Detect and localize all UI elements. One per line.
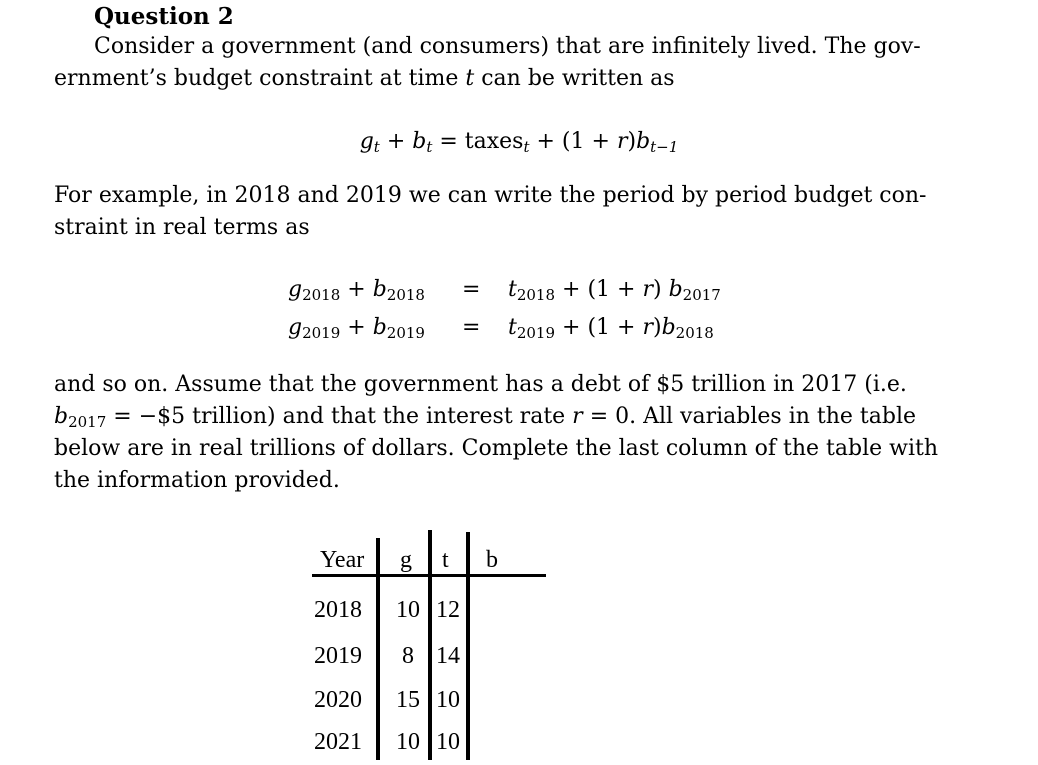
- question-title: Question 2: [94, 3, 234, 30]
- eq-row-2019-equals: =: [462, 315, 481, 340]
- header-g: g: [400, 547, 412, 573]
- eq-row-2019-lhs: $g_{2019} + b_{2019}$: [288, 315, 425, 342]
- table-vline-3: [466, 532, 470, 760]
- eq-row-2018-lhs: $g_{2018} + b_{2018}$: [288, 277, 425, 304]
- assumption-paragraph: [54, 369, 970, 497]
- assumption-line-1: and so on. Assume that the government has a debt of $5 trillion in 2017 (i.e.: [54, 372, 907, 397]
- example-line-2: straint in real terms as: [54, 215, 310, 240]
- intro-paragraph: [54, 31, 970, 95]
- row-2021-t: 10: [436, 729, 460, 755]
- debt-table: [312, 530, 548, 760]
- header-t: t: [442, 547, 449, 573]
- intro-line-1: Consider a government (and consumers) that are infinitely lived. The gov-: [94, 34, 921, 59]
- row-2019-year: 2019: [314, 643, 362, 669]
- example-paragraph: [54, 180, 970, 244]
- row-2020-g: 15: [396, 687, 420, 713]
- row-2018-g: 10: [396, 597, 420, 623]
- row-2018-t: 12: [436, 597, 460, 623]
- row-2020-year: 2020: [314, 687, 362, 713]
- row-2018-year: 2018: [314, 597, 362, 623]
- row-2019-g: 8: [402, 643, 414, 669]
- assumption-line-3: below are in real trillions of dollars. Complete the last column of the table with: [54, 436, 939, 461]
- assumption-line-2: $b_{2017}$ = −$5 trillion) and that the interest rate r = 0. All variables in the table: [54, 404, 917, 431]
- eq-row-2018-rhs: $t_{2018} + (1 + r)$ $b_{2017}$: [508, 277, 721, 304]
- row-2021-g: 10: [396, 729, 420, 755]
- assumption-line-4: the information provided.: [54, 468, 340, 493]
- table-vline-2: [428, 530, 432, 760]
- table-header-rule: [312, 574, 546, 577]
- row-2021-year: 2021: [314, 729, 362, 755]
- example-line-1: For example, in 2018 and 2019 we can write the period by period budget con-: [54, 183, 927, 208]
- header-b: b: [486, 547, 498, 573]
- row-2019-t: 14: [436, 643, 460, 669]
- table-vline-1: [376, 538, 380, 760]
- header-year: Year: [320, 547, 365, 573]
- row-2020-t: 10: [436, 687, 460, 713]
- intro-line-2: ernment’s budget constraint at time t can be written as: [54, 66, 675, 91]
- eq-row-2019-rhs: $t_{2019} + (1 + r)b_{2018}$: [508, 315, 714, 342]
- eq-row-2018-equals: =: [462, 277, 481, 302]
- budget-constraint-equation: $g_t + b_t$ = taxes$_t$ + $(1 + r)b_{t-1}$: [359, 129, 679, 156]
